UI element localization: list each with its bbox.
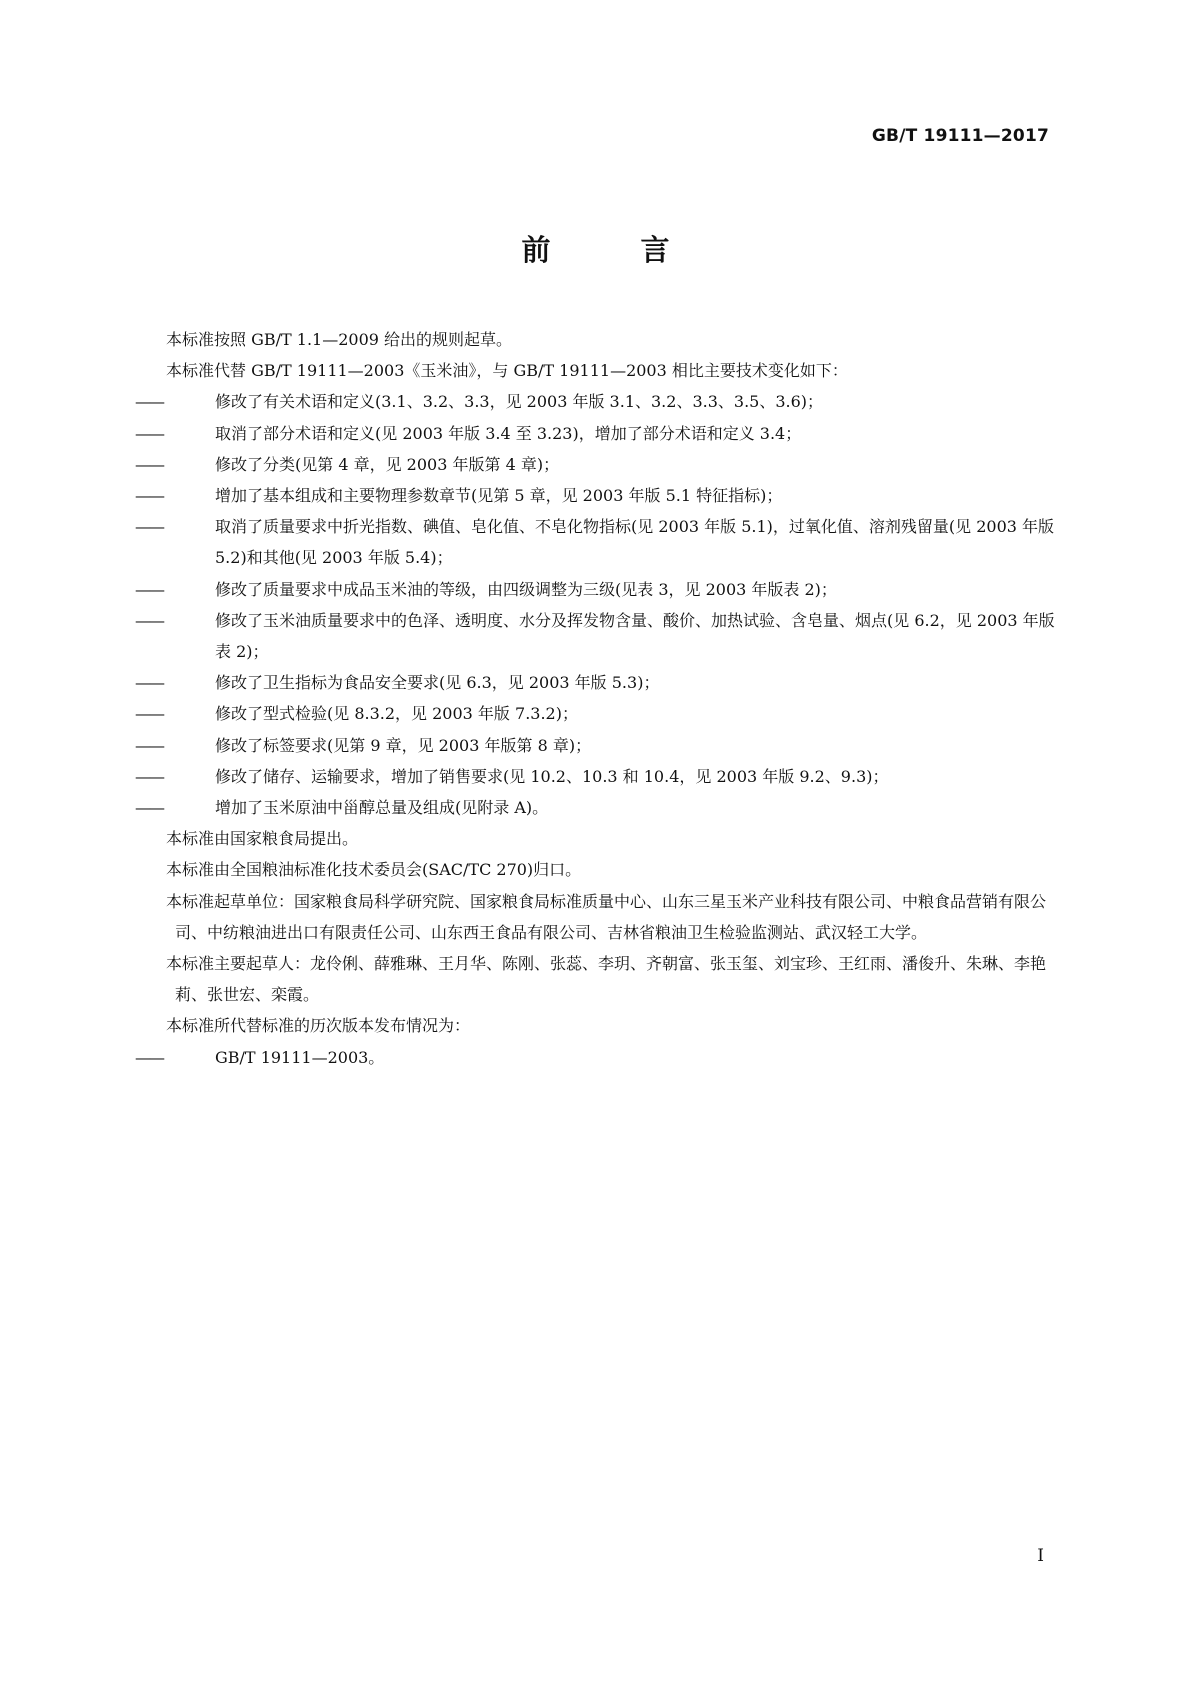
change-item-text: 增加了基本组成和主要物理参数章节(见第 5 章，见 2003 年版 5.1 特征指标)； xyxy=(215,486,783,506)
change-item-text: 修改了有关术语和定义(3.1、3.2、3.3，见 2003 年版 3.1、3.2、3.3、3.5、3.6)； xyxy=(215,392,824,412)
change-item xyxy=(135,574,1055,605)
paragraph-drafting-units: 本标准起草单位：国家粮食局科学研究院、国家粮食局标准质量中心、山东三星玉米产业科技有限公司、中粮食品营销有限公司、中纺粮油进出口有限责任公司、山东西王食品有限公司、吉林省粮油卫生检验监测站、武汉轻工大学。 xyxy=(166,891,1047,942)
dash-marker: —— xyxy=(135,454,163,474)
dash-marker: —— xyxy=(135,579,163,599)
change-item-text: 增加了玉米原油中甾醇总量及组成(见附录 A)。 xyxy=(215,798,549,818)
paragraph-history-intro: 本标准所代替标准的历次版本发布情况为： xyxy=(166,1016,471,1036)
change-item-text: 取消了质量要求中折光指数、碘值、皂化值、不皂化物指标(见 2003 年版 5.1)，过氧化值、溶剂残留量(见 2003 年版 5.2)和其他(见 2003 年版 5.4)； xyxy=(215,517,1055,568)
paragraph-centralized-by: 本标准由全国粮油标准化技术委员会(SAC/TC 270)归口。 xyxy=(166,860,582,880)
foreword-body xyxy=(135,324,1055,1073)
change-item-text: 修改了标签要求(见第 9 章，见 2003 年版第 8 章)； xyxy=(215,735,592,755)
page-number: I xyxy=(1037,1546,1044,1566)
change-item-text: 修改了玉米油质量要求中的色泽、透明度、水分及挥发物含量、酸价、加热试验、含皂量、烟点(见 6.2，见 2003 年版表 2)； xyxy=(215,610,1055,662)
change-item xyxy=(135,511,1055,573)
dash-marker: —— xyxy=(135,798,163,818)
change-item xyxy=(135,730,1055,761)
change-item xyxy=(135,605,1055,667)
paragraph-drafting-rules: 本标准按照 GB/T 1.1—2009 给出的规则起草。 xyxy=(166,330,513,349)
change-item xyxy=(135,667,1055,698)
dash-marker: —— xyxy=(135,486,163,506)
change-item-text: 修改了卫生指标为食品安全要求(见 6.3，见 2003 年版 5.3)； xyxy=(215,673,660,693)
change-item xyxy=(135,418,1055,449)
paragraph-replaces: 本标准代替 GB/T 19111—2003《玉米油》，与 GB/T 19111—2003 相比主要技术变化如下： xyxy=(166,361,848,381)
dash-marker: —— xyxy=(135,423,163,443)
change-item xyxy=(135,761,1055,792)
history-item-text: GB/T 19111—2003。 xyxy=(215,1047,385,1067)
dash-marker: —— xyxy=(135,735,163,755)
change-item-text: 修改了型式检验(见 8.3.2，见 2003 年版 7.3.2)； xyxy=(215,704,578,724)
change-item xyxy=(135,698,1055,729)
change-item-text: 取消了部分术语和定义(见 2003 年版 3.4 至 3.23)，增加了部分术语和定义 3.4； xyxy=(215,423,802,443)
dash-marker: —— xyxy=(135,704,163,724)
dash-marker: —— xyxy=(135,1047,163,1067)
dash-marker: —— xyxy=(135,517,163,537)
change-item xyxy=(135,480,1055,511)
dash-marker: —— xyxy=(135,766,163,786)
dash-marker: —— xyxy=(135,673,163,693)
paragraph-proposed-by: 本标准由国家粮食局提出。 xyxy=(166,829,359,849)
standard-code: GB/T 19111—2017 xyxy=(871,126,1049,146)
page-title: 前 言 xyxy=(521,233,710,267)
change-item-text: 修改了储存、运输要求，增加了销售要求(见 10.2、10.3 和 10.4，见 2003 年版 9.2、9.3)； xyxy=(215,766,889,786)
dash-marker: —— xyxy=(135,610,163,630)
change-item xyxy=(135,449,1055,480)
change-item-text: 修改了质量要求中成品玉米油的等级，由四级调整为三级(见表 3，见 2003 年版表 2)； xyxy=(215,579,837,599)
change-item xyxy=(135,386,1055,417)
paragraph-drafters: 本标准主要起草人：龙伶俐、薛雅琳、王月华、陈刚、张蕊、李玥、齐朝富、张玉玺、刘宝珍、王红雨、潘俊升、朱琳、李艳莉、张世宏、栾霞。 xyxy=(166,954,1047,1005)
change-item-text: 修改了分类(见第 4 章，见 2003 年版第 4 章)； xyxy=(215,454,560,474)
history-item xyxy=(135,1042,1055,1073)
dash-marker: —— xyxy=(135,392,163,412)
change-item xyxy=(135,792,1055,823)
